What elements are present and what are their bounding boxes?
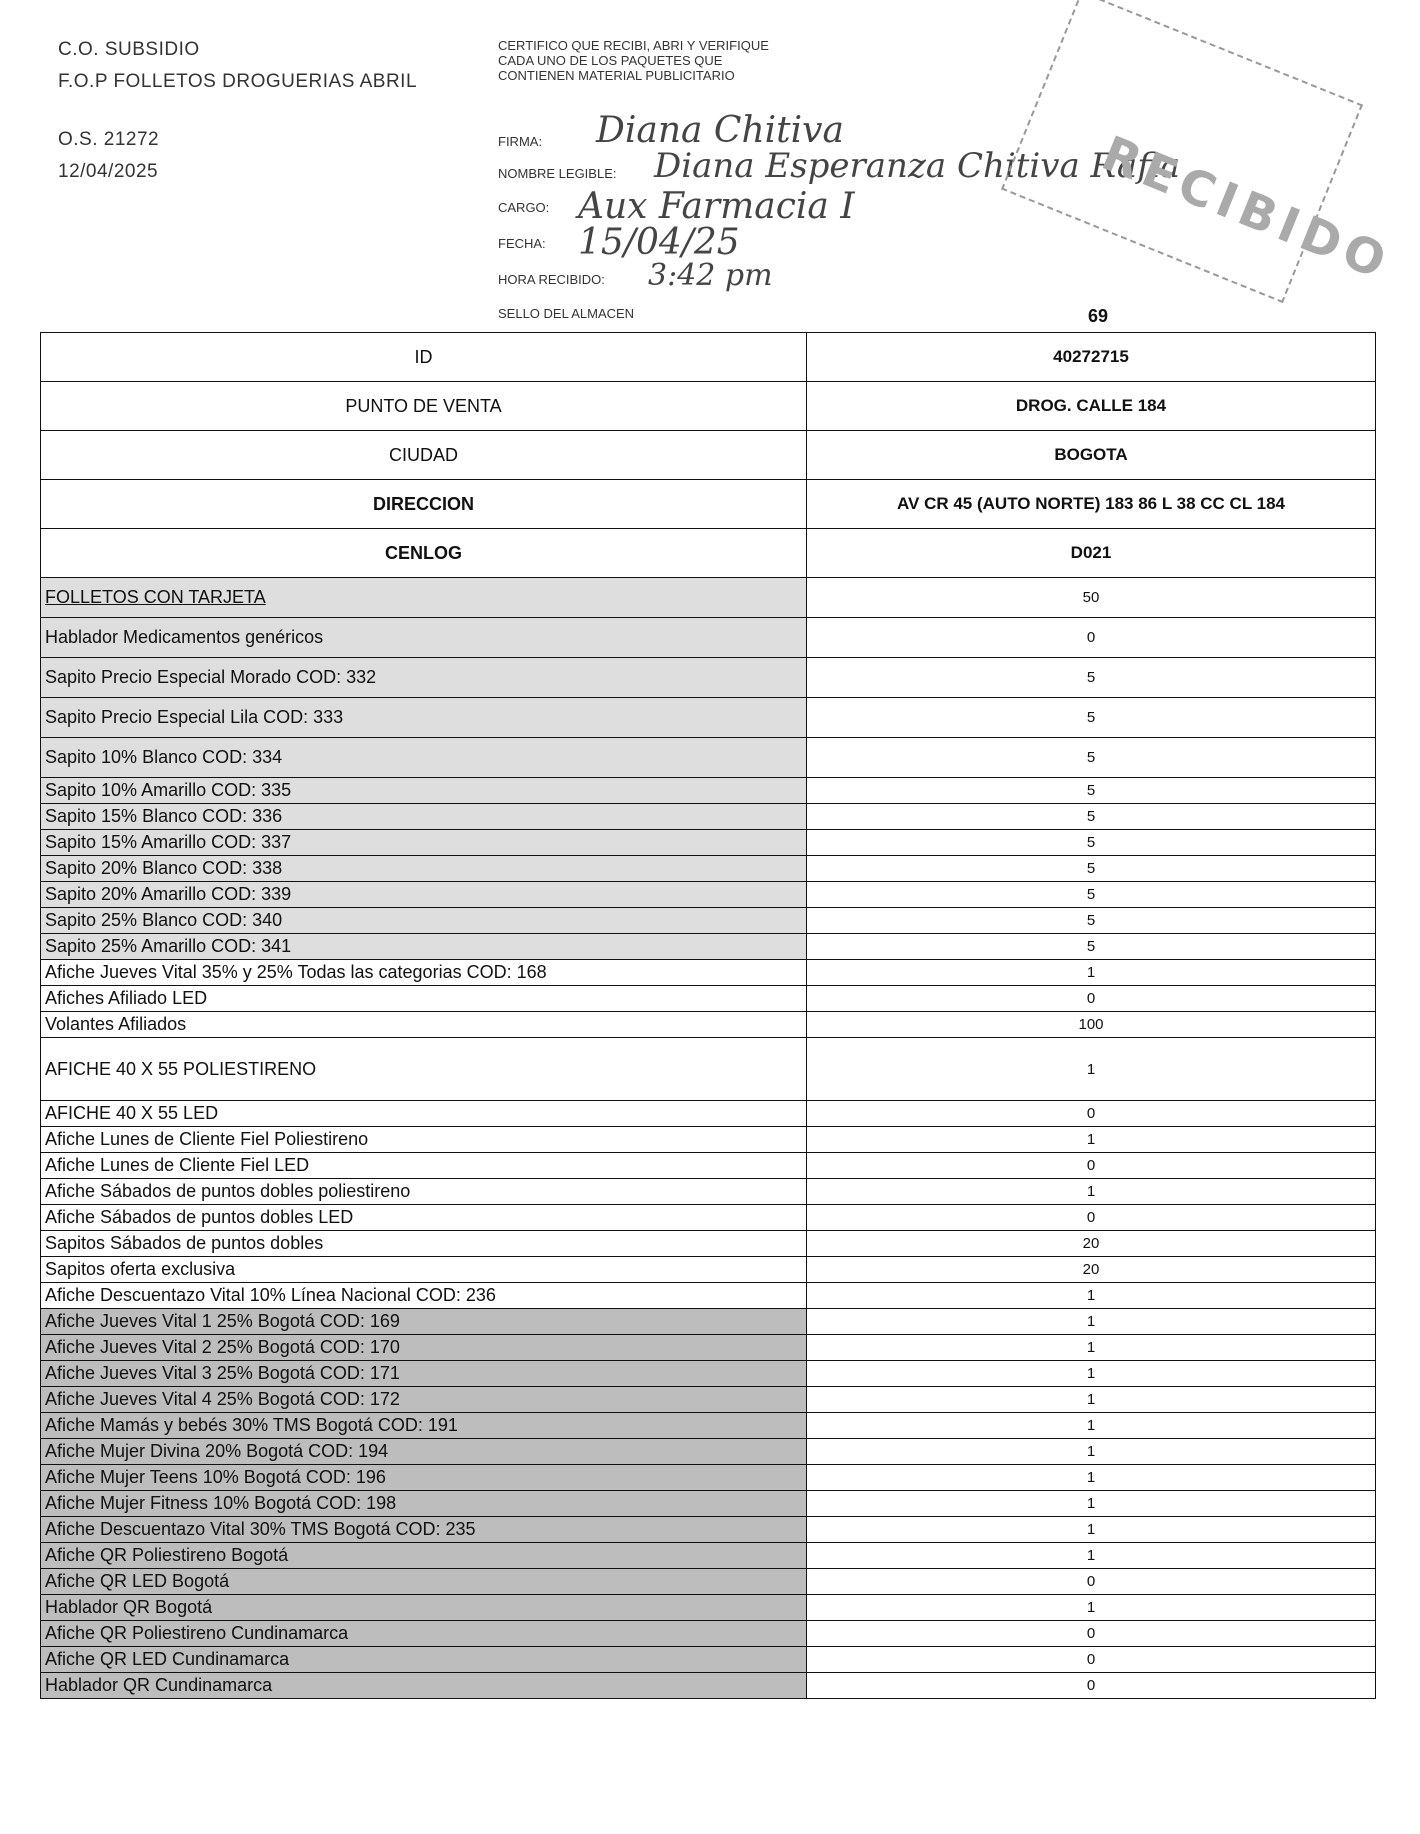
- table-row: [41, 1283, 1376, 1309]
- row-label: CENLOG: [41, 529, 807, 578]
- table-row: [41, 1038, 1376, 1101]
- row-value: DROG. CALLE 184: [807, 382, 1376, 431]
- row-value: 1: [807, 1439, 1376, 1465]
- row-value: 1: [807, 1595, 1376, 1621]
- row-value: 1: [807, 1491, 1376, 1517]
- row-value: BOGOTA: [807, 431, 1376, 480]
- header-line1: C.O. SUBSIDIO: [58, 39, 200, 60]
- row-value: 50: [807, 578, 1376, 618]
- row-label: CIUDAD: [41, 431, 807, 480]
- row-label: Sapito 20% Blanco COD: 338: [41, 856, 807, 882]
- row-label: Afiches Afiliado LED: [41, 986, 807, 1012]
- row-label: Afiche Lunes de Cliente Fiel Poliestireno: [41, 1127, 807, 1153]
- row-label: Sapito Precio Especial Lila COD: 333: [41, 698, 807, 738]
- row-label: Sapito 25% Amarillo COD: 341: [41, 934, 807, 960]
- table-row: [41, 986, 1376, 1012]
- row-value: 1: [807, 1335, 1376, 1361]
- table-row: [41, 431, 1376, 480]
- table-row: [41, 1309, 1376, 1335]
- row-label: Afiche Jueves Vital 4 25% Bogotá COD: 172: [41, 1387, 807, 1413]
- row-value: 5: [807, 882, 1376, 908]
- stamp-text: RECIBIDO: [1094, 125, 1399, 292]
- row-label: Afiche Descuentazo Vital 10% Línea Nacional COD: 236: [41, 1283, 807, 1309]
- table-row: [41, 1257, 1376, 1283]
- row-label: Afiche Mujer Fitness 10% Bogotá COD: 198: [41, 1491, 807, 1517]
- certification-text: CERTIFICO QUE RECIBI, ABRI Y VERIFIQUE CADA UNO DE LOS PAQUETES QUE CONTIENEN MATERIAL PUBLICITARIO: [498, 38, 769, 83]
- row-value: 1: [807, 1465, 1376, 1491]
- row-value: 0: [807, 1621, 1376, 1647]
- table-row: [41, 333, 1376, 382]
- table-row: [41, 1491, 1376, 1517]
- row-label: Afiche QR Poliestireno Cundinamarca: [41, 1621, 807, 1647]
- table-row: [41, 1012, 1376, 1038]
- table-row: [41, 382, 1376, 431]
- row-label: Sapito 10% Blanco COD: 334: [41, 738, 807, 778]
- row-label: Afiche Sábados de puntos dobles LED: [41, 1205, 807, 1231]
- delivery-table-body: [41, 333, 1376, 1699]
- hora-label: HORA RECIBIDO:: [498, 272, 605, 287]
- row-value: 1: [807, 1038, 1376, 1101]
- row-label: PUNTO DE VENTA: [41, 382, 807, 431]
- hora-value: 3:42 pm: [648, 258, 773, 293]
- table-row: [41, 1543, 1376, 1569]
- row-label: Hablador QR Cundinamarca: [41, 1673, 807, 1699]
- row-label: Hablador QR Bogotá: [41, 1595, 807, 1621]
- row-value: 20: [807, 1231, 1376, 1257]
- row-label: Hablador Medicamentos genéricos: [41, 618, 807, 658]
- row-value: AV CR 45 (AUTO NORTE) 183 86 L 38 CC CL 184: [807, 480, 1376, 529]
- row-label: AFICHE 40 X 55 LED: [41, 1101, 807, 1127]
- row-label: Afiche QR LED Cundinamarca: [41, 1647, 807, 1673]
- row-label: Afiche Mujer Teens 10% Bogotá COD: 196: [41, 1465, 807, 1491]
- table-row: [41, 618, 1376, 658]
- row-value: 5: [807, 830, 1376, 856]
- row-value: 1: [807, 1361, 1376, 1387]
- table-row: [41, 1595, 1376, 1621]
- received-stamp: [1001, 0, 1399, 303]
- row-value: 1: [807, 1283, 1376, 1309]
- row-value: D021: [807, 529, 1376, 578]
- row-label: Sapito 15% Amarillo COD: 337: [41, 830, 807, 856]
- row-label: Afiche Mamás y bebés 30% TMS Bogotá COD: 191: [41, 1413, 807, 1439]
- header-line2: F.O.P FOLLETOS DROGUERIAS ABRIL: [58, 71, 418, 92]
- cargo-value: Aux Farmacia I: [578, 186, 855, 227]
- table-row: [41, 738, 1376, 778]
- table-row: [41, 960, 1376, 986]
- row-label: Sapito 25% Blanco COD: 340: [41, 908, 807, 934]
- row-value: 1: [807, 1179, 1376, 1205]
- table-row: [41, 1647, 1376, 1673]
- row-value: 1: [807, 1387, 1376, 1413]
- row-value: 5: [807, 804, 1376, 830]
- row-value: 0: [807, 1673, 1376, 1699]
- table-row: [41, 934, 1376, 960]
- row-value: 0: [807, 1153, 1376, 1179]
- row-label: Afiche Jueves Vital 1 25% Bogotá COD: 169: [41, 1309, 807, 1335]
- order-date: 12/04/2025: [58, 161, 159, 182]
- table-row: [41, 1465, 1376, 1491]
- table-row: [41, 1335, 1376, 1361]
- sello-label: SELLO DEL ALMACEN: [498, 306, 635, 321]
- row-label: Afiche Sábados de puntos dobles poliestireno: [41, 1179, 807, 1205]
- row-label: Afiche Jueves Vital 3 25% Bogotá COD: 171: [41, 1361, 807, 1387]
- table-row: [41, 882, 1376, 908]
- row-value: 1: [807, 1543, 1376, 1569]
- table-row: [41, 1153, 1376, 1179]
- table-row: [41, 578, 1376, 618]
- row-value: 40272715: [807, 333, 1376, 382]
- row-value: 20: [807, 1257, 1376, 1283]
- row-label: Sapito 10% Amarillo COD: 335: [41, 778, 807, 804]
- row-value: 5: [807, 658, 1376, 698]
- table-row: [41, 1569, 1376, 1595]
- table-row: [41, 856, 1376, 882]
- table-row: [41, 1439, 1376, 1465]
- row-label: Sapitos Sábados de puntos dobles: [41, 1231, 807, 1257]
- table-row: [41, 1673, 1376, 1699]
- document-header: [58, 34, 417, 188]
- row-value: 100: [807, 1012, 1376, 1038]
- row-label: Afiche Jueves Vital 35% y 25% Todas las categorias COD: 168: [41, 960, 807, 986]
- row-value: 5: [807, 856, 1376, 882]
- nombre-label: NOMBRE LEGIBLE:: [498, 166, 617, 181]
- table-row: [41, 1517, 1376, 1543]
- table-row: [41, 778, 1376, 804]
- row-label: Afiche Mujer Divina 20% Bogotá COD: 194: [41, 1439, 807, 1465]
- table-row: [41, 1361, 1376, 1387]
- row-label: Afiche Descuentazo Vital 30% TMS Bogotá COD: 235: [41, 1517, 807, 1543]
- row-label: ID: [41, 333, 807, 382]
- row-value: 5: [807, 778, 1376, 804]
- row-value: 0: [807, 1205, 1376, 1231]
- row-label: FOLLETOS CON TARJETA: [41, 578, 807, 618]
- table-row: [41, 830, 1376, 856]
- table-row: [41, 908, 1376, 934]
- row-label: Sapitos oferta exclusiva: [41, 1257, 807, 1283]
- row-value: 1: [807, 960, 1376, 986]
- row-label: DIRECCION: [41, 480, 807, 529]
- seal-number: 69: [1088, 306, 1109, 326]
- row-label: Afiche QR LED Bogotá: [41, 1569, 807, 1595]
- row-value: 1: [807, 1517, 1376, 1543]
- row-value: 0: [807, 1569, 1376, 1595]
- row-label: Afiche Jueves Vital 2 25% Bogotá COD: 170: [41, 1335, 807, 1361]
- row-label: Sapito 20% Amarillo COD: 339: [41, 882, 807, 908]
- row-label: Afiche Lunes de Cliente Fiel LED: [41, 1153, 807, 1179]
- row-value: 1: [807, 1309, 1376, 1335]
- nombre-value: Diana Esperanza Chitiva Rafia: [654, 146, 1181, 186]
- table-row: [41, 529, 1376, 578]
- fecha-label: FECHA:: [498, 236, 546, 251]
- row-value: 0: [807, 986, 1376, 1012]
- table-row: [41, 698, 1376, 738]
- table-row: [41, 1179, 1376, 1205]
- row-value: 5: [807, 908, 1376, 934]
- table-row: [41, 1127, 1376, 1153]
- row-value: 1: [807, 1413, 1376, 1439]
- row-value: 5: [807, 698, 1376, 738]
- firma-signature: Diana Chitiva: [596, 110, 844, 151]
- row-value: 5: [807, 934, 1376, 960]
- fecha-value: 15/04/25: [578, 222, 740, 263]
- table-row: [41, 1621, 1376, 1647]
- firma-label: FIRMA:: [498, 134, 543, 149]
- row-label: Sapito Precio Especial Morado COD: 332: [41, 658, 807, 698]
- row-label: Volantes Afiliados: [41, 1012, 807, 1038]
- table-row: [41, 804, 1376, 830]
- table-row: [41, 1101, 1376, 1127]
- row-value: 0: [807, 1101, 1376, 1127]
- row-label: Sapito 15% Blanco COD: 336: [41, 804, 807, 830]
- row-value: 1: [807, 1127, 1376, 1153]
- row-value: 5: [807, 738, 1376, 778]
- table-row: [41, 658, 1376, 698]
- table-row: [41, 480, 1376, 529]
- row-label: Afiche QR Poliestireno Bogotá: [41, 1543, 807, 1569]
- delivery-table: [40, 332, 1376, 1699]
- row-value: 0: [807, 1647, 1376, 1673]
- table-row: [41, 1205, 1376, 1231]
- table-row: [41, 1231, 1376, 1257]
- table-row: [41, 1387, 1376, 1413]
- order-number: O.S. 21272: [58, 129, 160, 150]
- table-row: [41, 1413, 1376, 1439]
- row-label: AFICHE 40 X 55 POLIESTIRENO: [41, 1038, 807, 1101]
- cargo-label: CARGO:: [498, 200, 550, 215]
- row-value: 0: [807, 618, 1376, 658]
